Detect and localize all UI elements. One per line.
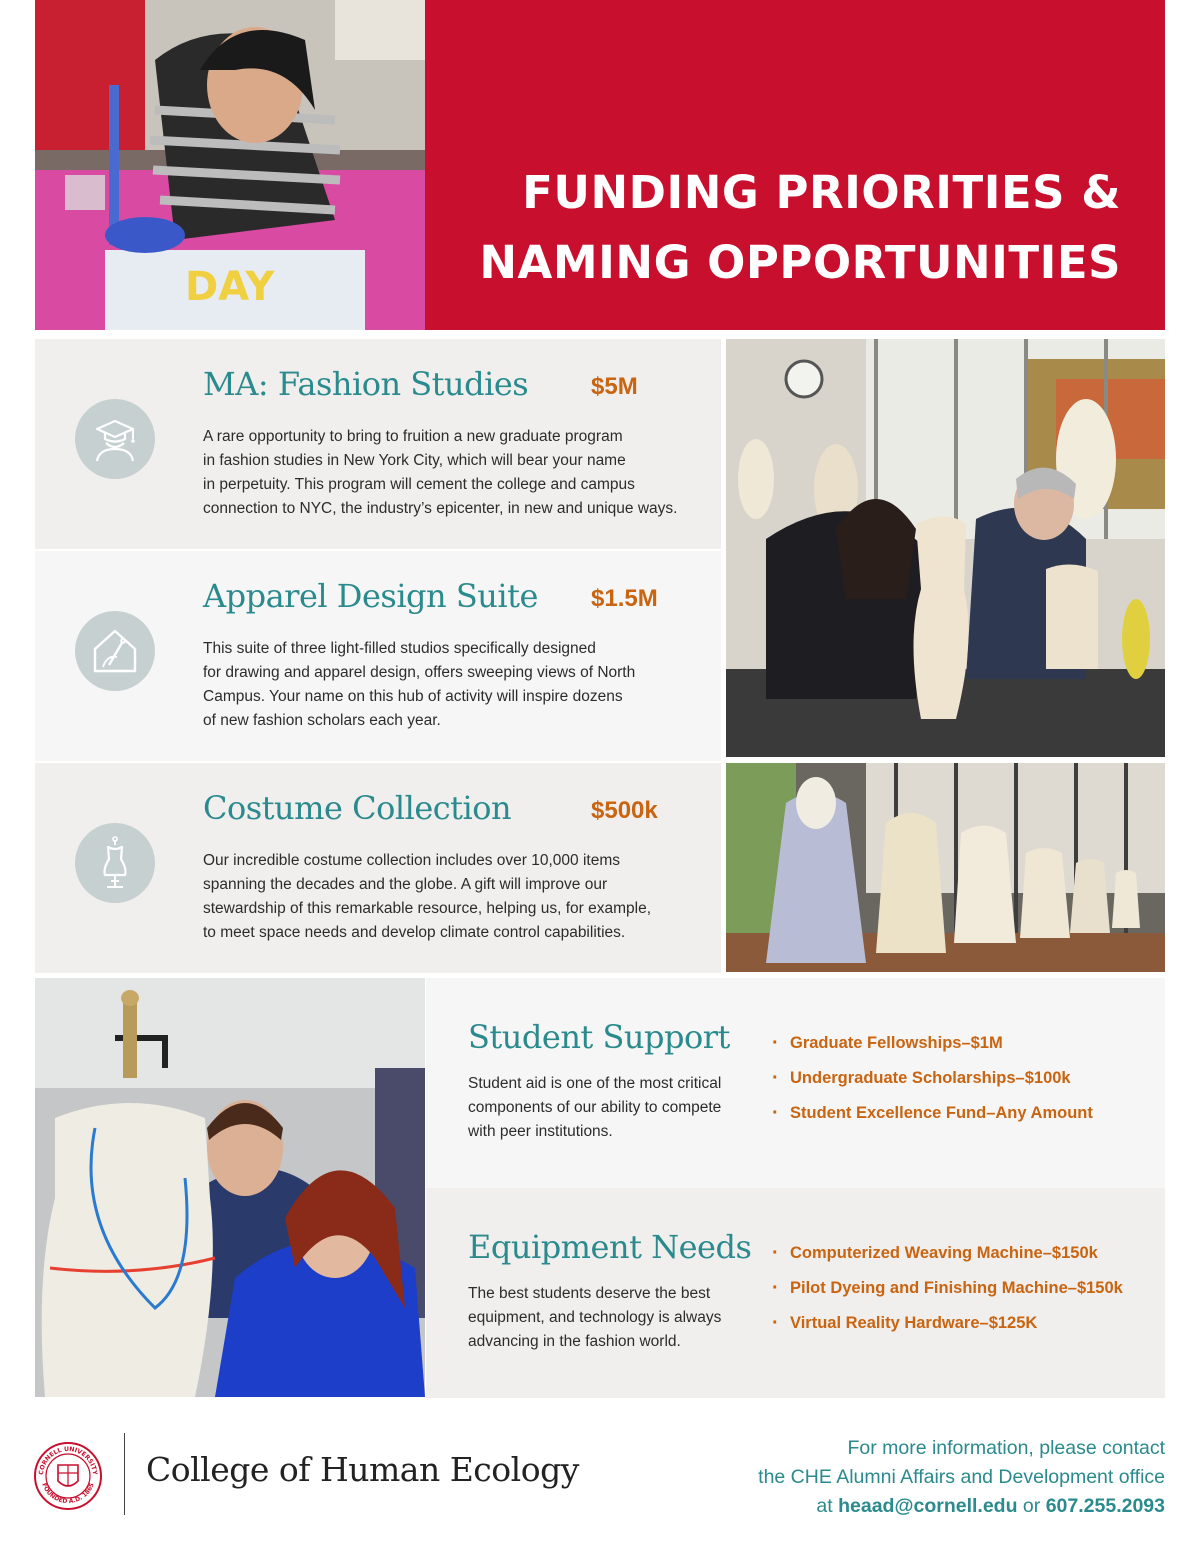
priority-ma-fashion-studies xyxy=(35,339,721,549)
phone-number[interactable]: 607.255.2093 xyxy=(1045,1495,1165,1517)
list-item: · Pilot Dyeing and Finishing Machine–$150k xyxy=(772,1271,1123,1306)
svg-text:FOUNDED A.D. 1865: FOUNDED A.D. 1865 xyxy=(40,1482,96,1506)
photo-design-studio xyxy=(726,339,1165,757)
priority-description: This suite of three light-filled studios specifically designed for drawing and apparel design, offers sweeping views of North Campus. Your name on this hub of activity will inspire dozens of new fashion scholars each year. xyxy=(203,640,636,729)
priority-title: Costume Collection xyxy=(203,789,512,827)
title-line-1: FUNDING PRIORITIES & xyxy=(522,166,1121,219)
contact-line-3 xyxy=(758,1492,1165,1521)
list-item: · Undergraduate Scholarships–$100k xyxy=(772,1061,1093,1096)
footer-divider xyxy=(124,1433,125,1515)
svg-text:CORNELL UNIVERSITY: CORNELL UNIVERSITY xyxy=(37,1445,99,1476)
page-title xyxy=(479,158,1121,298)
design-studio-icon xyxy=(75,611,155,691)
list-item: · Virtual Reality Hardware–$125K xyxy=(772,1306,1123,1341)
contact-line-1: For more information, please contact xyxy=(847,1437,1165,1459)
dress-form-icon xyxy=(75,823,155,903)
list-item: · Student Excellence Fund–Any Amount xyxy=(772,1096,1093,1131)
section-description: Student aid is one of the most critical components of our ability to compete with peer institutions. xyxy=(468,1075,722,1140)
funding-list xyxy=(772,1236,1123,1341)
priority-price: $500k xyxy=(591,797,658,824)
graduate-icon xyxy=(75,399,155,479)
priority-apparel-design-suite xyxy=(35,551,721,761)
contact-at: at xyxy=(816,1495,839,1517)
priority-price: $5M xyxy=(591,373,638,400)
cornell-seal-logo xyxy=(33,1441,103,1511)
priority-title: Apparel Design Suite xyxy=(203,577,538,615)
section-title: Equipment Needs xyxy=(468,1228,752,1266)
svg-text:DAY: DAY xyxy=(185,264,275,310)
student-support-section xyxy=(426,978,1165,1188)
title-line-2: NAMING OPPORTUNITIES xyxy=(479,236,1121,289)
contact-info xyxy=(758,1434,1165,1521)
equipment-needs-section xyxy=(426,1188,1165,1398)
list-item: · Graduate Fellowships–$1M xyxy=(772,1026,1093,1061)
email-link[interactable]: heaad@cornell.edu xyxy=(838,1495,1018,1517)
section-description: The best students deserve the best equipment, and technology is always advancing in the fashion world. xyxy=(468,1285,722,1350)
contact-line-2: the CHE Alumni Affairs and Development office xyxy=(758,1466,1165,1488)
priority-description: A rare opportunity to bring to fruition a new graduate program in fashion studies in New York City, which will bear your name in perpetuity. This program will cement the college and campus connection to NYC, the industry’s epicenter, in new and unique ways. xyxy=(203,428,678,517)
section-title: Student Support xyxy=(468,1018,730,1056)
photo-costume-collection xyxy=(726,763,1165,972)
priority-price: $1.5M xyxy=(591,585,658,612)
contact-or: or xyxy=(1017,1495,1046,1517)
priority-description: Our incredible costume collection includes over 10,000 items spanning the decades and the globe. A gift will improve our stewardship of this remarkable resource, helping us, for example, to meet space needs and develop climate control capabilities. xyxy=(203,852,651,941)
funding-list xyxy=(772,1026,1093,1131)
priority-title: MA: Fashion Studies xyxy=(203,365,529,403)
photo-lab-student xyxy=(35,0,425,330)
photo-dress-form-students xyxy=(35,978,425,1397)
priority-costume-collection xyxy=(35,763,721,973)
college-name: College of Human Ecology xyxy=(146,1450,579,1489)
list-item: · Computerized Weaving Machine–$150k xyxy=(772,1236,1123,1271)
header-band xyxy=(425,0,1165,330)
